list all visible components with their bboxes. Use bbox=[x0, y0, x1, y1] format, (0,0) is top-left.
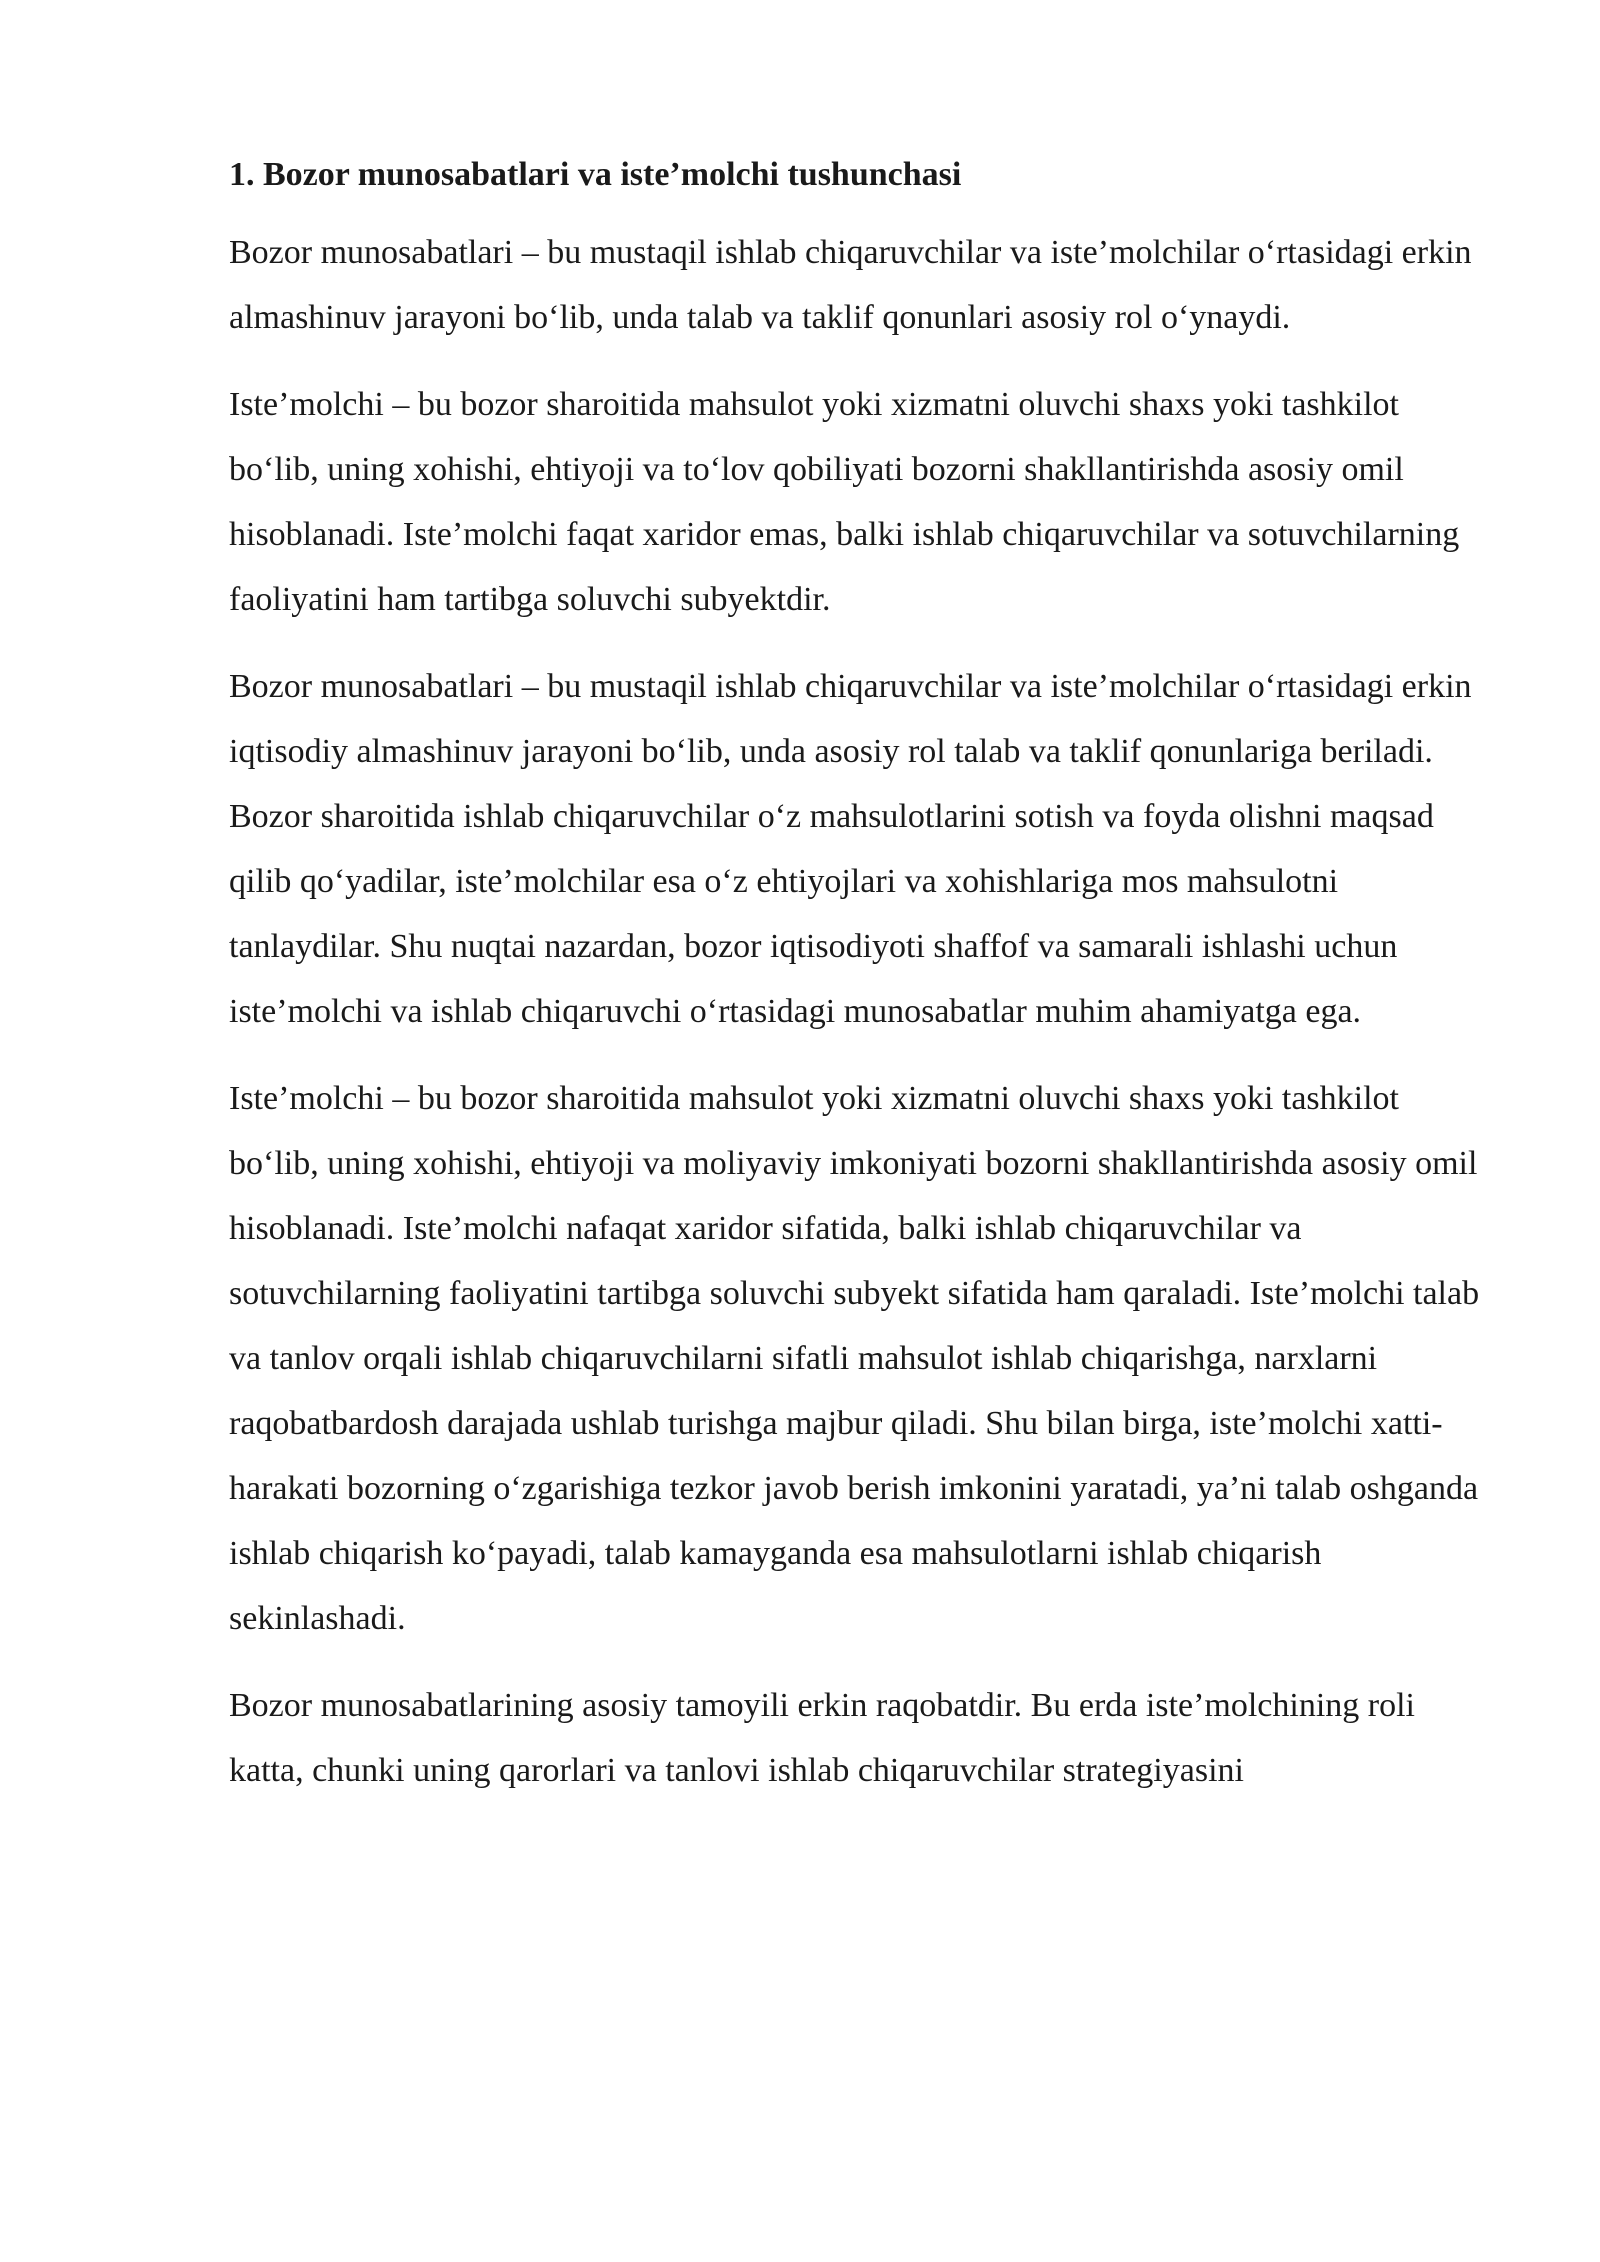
paragraph: Bozor munosabatlari – bu mustaqil ishlab chiqaruvchilar va iste’molchilar o‘rtasidagi erkin iqtisodiy almashinuv jarayoni bo‘lib, unda asosiy rol talab va taklif qonunlariga beriladi. Bozor sharoitida ishlab chiqaruvchilar o‘z mahsulotlarini sotish va foyda olishni maqsad qilib qo‘yadilar, iste’molchilar esa o‘z ehtiyojlari va xohishlariga mos mahsulotni tanlaydilar. Shu nuqtai nazardan, bozor iqtisodiyoti shaffof va samarali ishlashi uchun iste’molchi va ishlab chiqaruvchi o‘rtasidagi munosabatlar muhim ahamiyatga ega. bbox=[229, 668, 1472, 1030]
paragraph: Bozor munosabatlari – bu mustaqil ishlab chiqaruvchilar va iste’molchilar o‘rtasidagi erkin almashinuv jarayoni bo‘lib, unda talab va taklif qonunlari asosiy rol o‘ynaydi. bbox=[229, 234, 1472, 336]
paragraph: Iste’molchi – bu bozor sharoitida mahsulot yoki xizmatni oluvchi shaxs yoki tashkilot bo‘lib, uning xohishi, ehtiyoji va to‘lov qobiliyati bozorni shakllantirishda asosiy omil hisoblanadi. Iste’molchi faqat xaridor emas, balki ishlab chiqaruvchilar va sotuvchilarning faoliyatini ham tartibga soluvchi subyektdir. bbox=[229, 386, 1460, 618]
document-body bbox=[229, 150, 1489, 1825]
paragraph: Bozor munosabatlarining asosiy tamoyili erkin raqobatdir. Bu erda iste’molchining roli katta, chunki uning qarorlari va tanlovi ishlab chiqaruvchilar strategiyasini bbox=[229, 1687, 1415, 1789]
paragraph: Iste’molchi – bu bozor sharoitida mahsulot yoki xizmatni oluvchi shaxs yoki tashkilot bo‘lib, uning xohishi, ehtiyoji va moliyaviy imkoniyati bozorni shakllantirishda asosiy omil hisoblanadi. Iste’molchi nafaqat xaridor sifatida, balki ishlab chiqaruvchilar va sotuvchilarning faoliyatini tartibga soluvchi subyekt sifatida ham qaraladi. Iste’molchi talab va tanlov orqali ishlab chiqaruvchilarni sifatli mahsulot ishlab chiqarishga, narxlarni raqobatbardosh darajada ushlab turishga majbur qiladi. Shu bilan birga, iste’molchi xatti-harakati bozorning o‘zgarishiga tezkor javob berish imkonini yaratadi, ya’ni talab oshganda ishlab chiqarish ko‘payadi, talab kamayganda esa mahsulotlarni ishlab chiqarish sekinlashadi. bbox=[229, 1080, 1480, 1637]
section-heading: 1. Bozor munosabatlari va iste’molchi tushunchasi bbox=[229, 156, 962, 193]
